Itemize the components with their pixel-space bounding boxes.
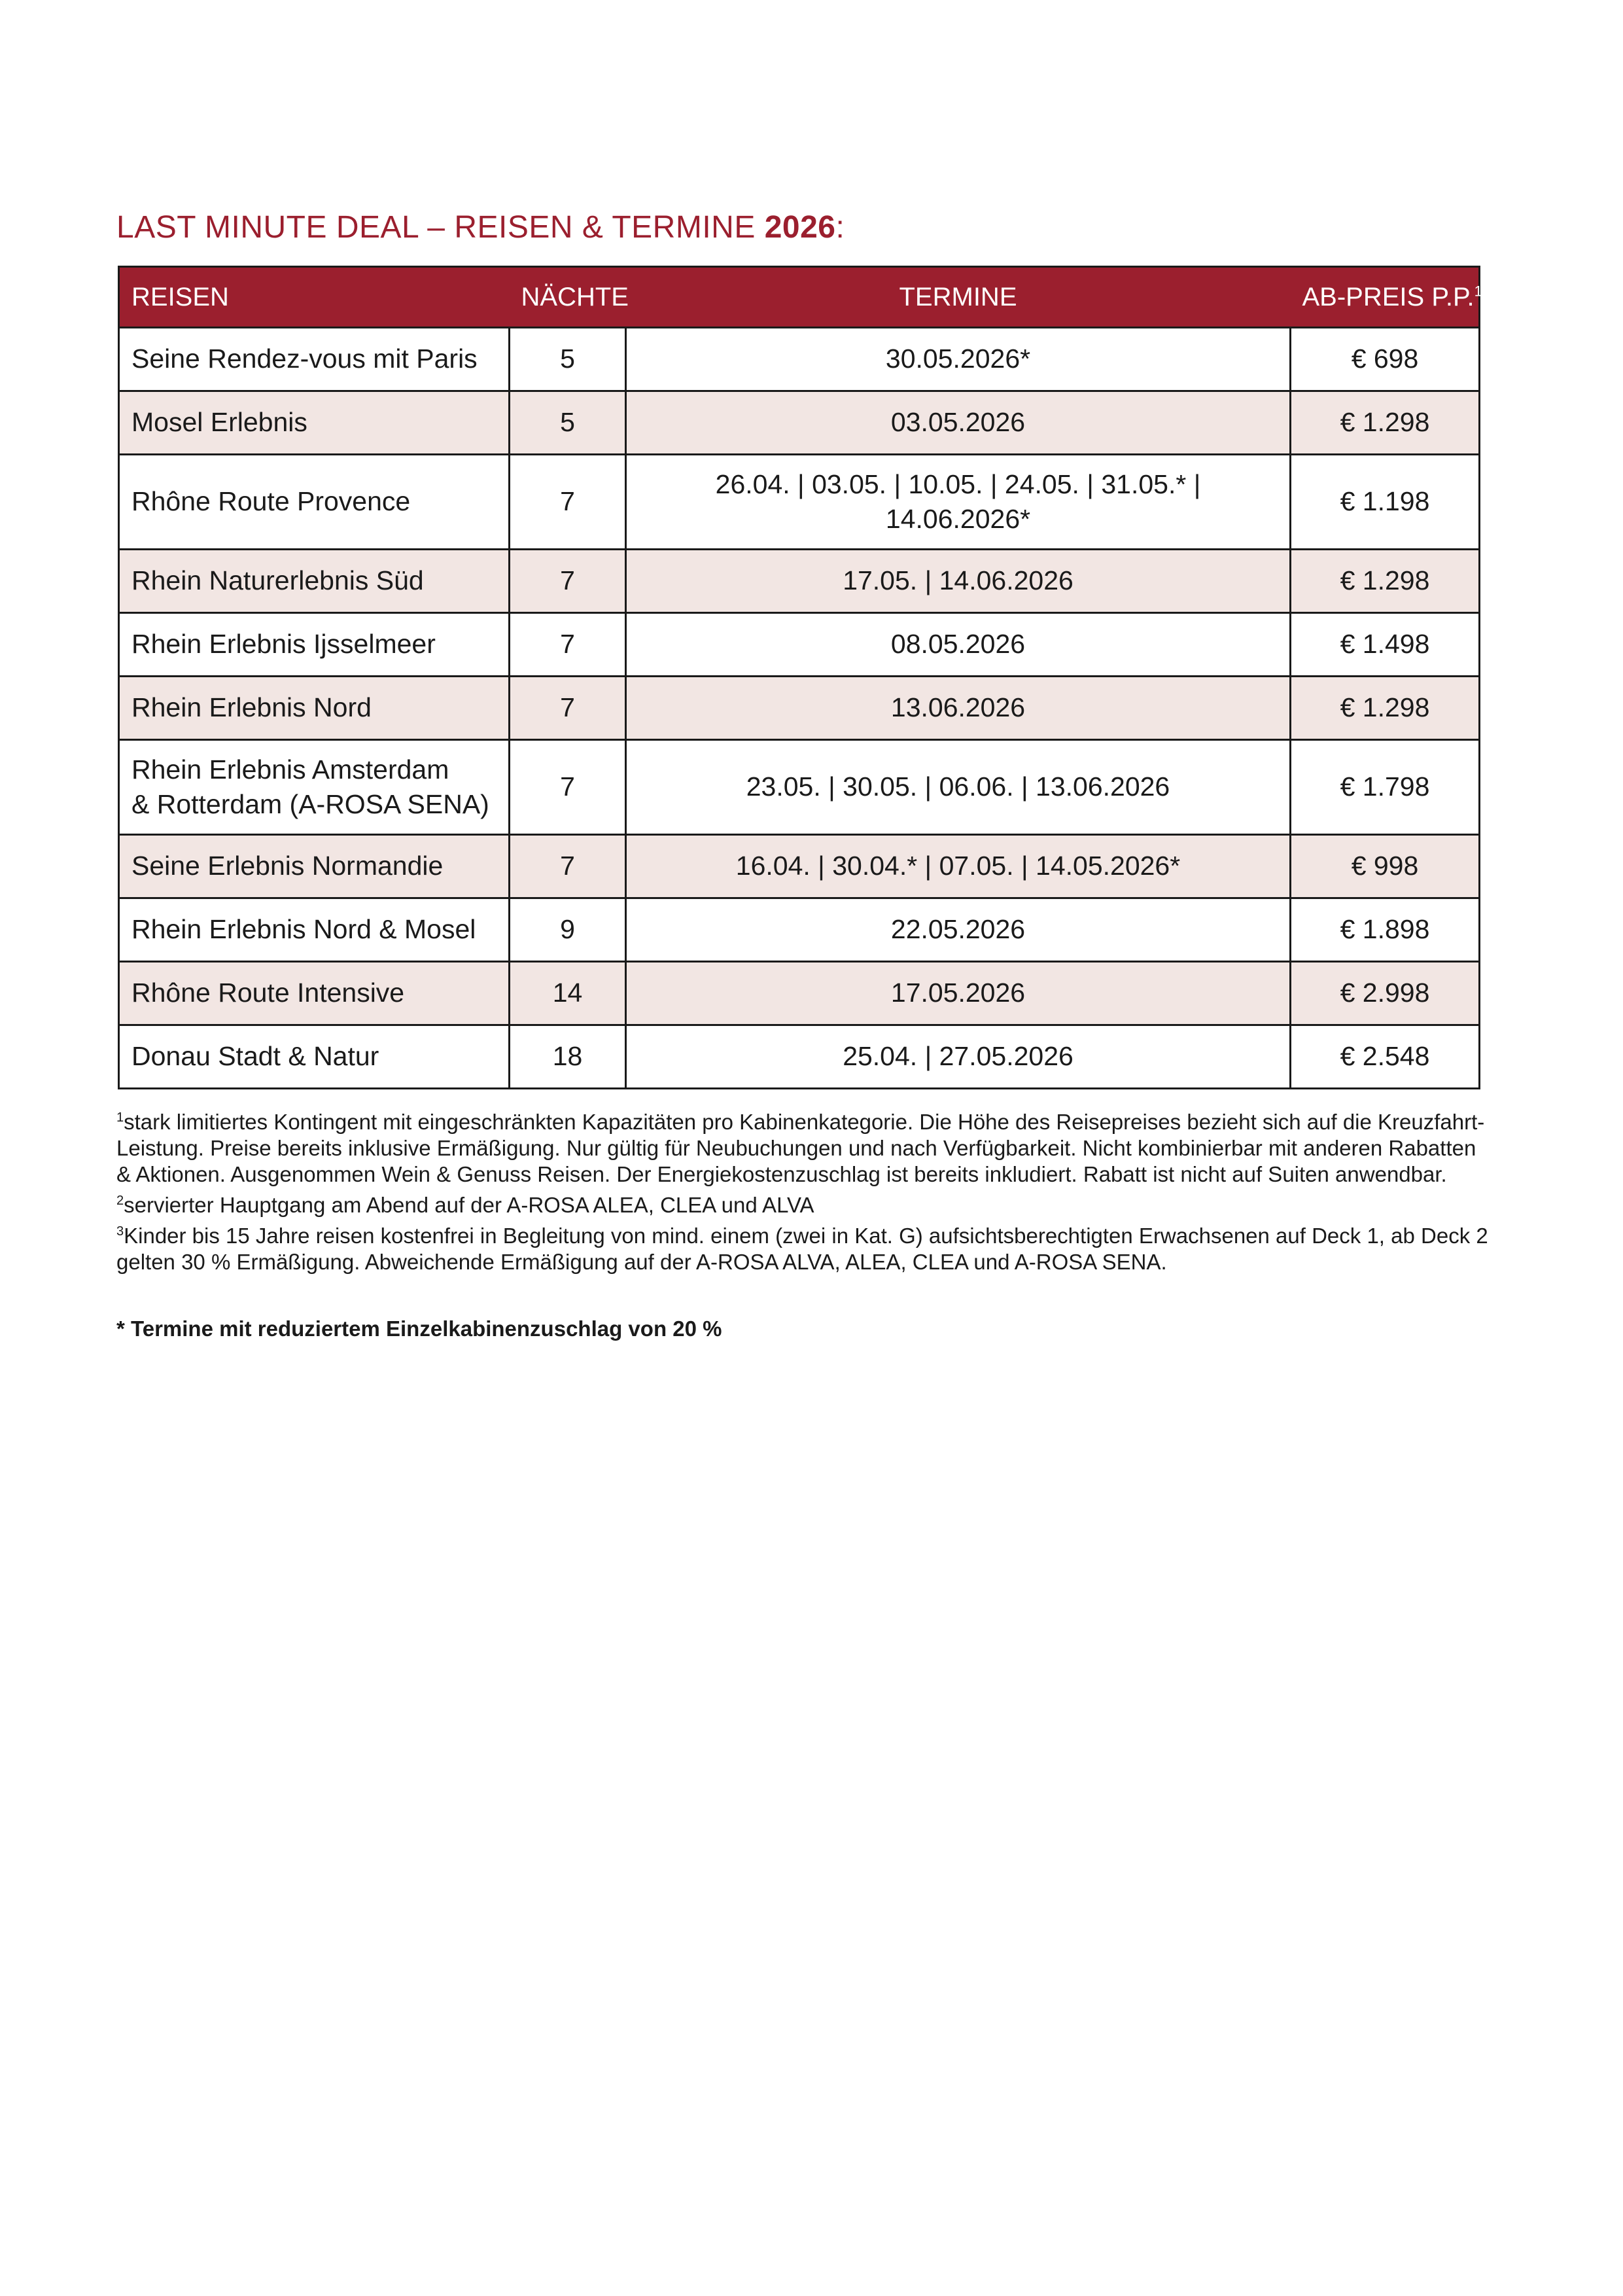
cell-dates-line2: 14.06.2026* (885, 504, 1031, 534)
table-row (119, 1025, 1480, 1089)
footnote-2-text: servierter Hauptgang am Abend auf der A-ROSA ALEA, CLEA und ALVA (124, 1193, 814, 1217)
header-termine: TERMINE (626, 267, 1291, 328)
cell-name: Rhein Erlebnis Nord (119, 677, 510, 740)
table-header-row (119, 267, 1480, 328)
cell-dates: 22.05.2026 (626, 898, 1291, 962)
cell-dates (626, 455, 1291, 550)
cell-dates: 03.05.2026 (626, 391, 1291, 455)
header-naechte: NÄCHTE (510, 267, 626, 328)
cell-nights: 7 (510, 740, 626, 835)
cell-price: € 998 (1291, 835, 1480, 898)
header-preis-label: AB-PREIS P.P. (1302, 282, 1475, 311)
cell-dates: 17.05. | 14.06.2026 (626, 550, 1291, 613)
cell-name: Seine Erlebnis Normandie (119, 835, 510, 898)
cell-dates: 16.04. | 30.04.* | 07.05. | 14.05.2026* (626, 835, 1291, 898)
cell-nights: 7 (510, 455, 626, 550)
cell-name-line1: Rhein Erlebnis Amsterdam (131, 754, 449, 785)
cell-price: € 2.998 (1291, 962, 1480, 1025)
page-title (116, 209, 845, 245)
header-preis (1291, 267, 1480, 328)
cell-nights: 7 (510, 613, 626, 677)
cell-price: € 1.198 (1291, 455, 1480, 550)
cell-nights: 5 (510, 328, 626, 391)
star-footnote: * Termine mit reduziertem Einzelkabinenzuschlag von 20 % (116, 1316, 722, 1341)
cell-dates: 17.05.2026 (626, 962, 1291, 1025)
table-row (119, 328, 1480, 391)
footnote-1 (116, 1104, 1490, 1188)
cell-nights: 7 (510, 835, 626, 898)
cell-name-line2: & Rotterdam (A-ROSA SENA) (131, 789, 489, 819)
cell-name: Rhône Route Intensive (119, 962, 510, 1025)
footnote-2-sup: 2 (116, 1193, 124, 1208)
footnote-3-text: Kinder bis 15 Jahre reisen kostenfrei in Begleitung von mind. einem (zwei in Kat. G) aufsichtsberechtigten Erwachsenen auf Deck 1, ab Deck 2 gelten 30 % Ermäßigung. Abweichende Ermäßigung auf der A-ROSA ALVA, ALEA, CLEA und A-ROSA SENA. (116, 1224, 1488, 1274)
cell-nights: 5 (510, 391, 626, 455)
cell-name: Rhein Erlebnis Ijsselmeer (119, 613, 510, 677)
deals-table (118, 266, 1480, 1089)
cell-price: € 2.548 (1291, 1025, 1480, 1089)
cell-name: Rhône Route Provence (119, 455, 510, 550)
cell-dates: 25.04. | 27.05.2026 (626, 1025, 1291, 1089)
cell-name: Rhein Naturerlebnis Süd (119, 550, 510, 613)
footnote-1-text: stark limitiertes Kontingent mit eingeschränkten Kapazitäten pro Kabinenkategorie. Die Höhe des Reisepreises bezieht sich auf die Kreuzfahrt-Leistung. Preise bereits inklusive Ermäßigung. Nur gültig für Neubuchungen und nach Verfügbarkeit. Nicht kombinierbar mit anderen Rabatten & Aktionen. Ausgenommen Wein & Genuss Reisen. Der Energiekostenzuschlag ist bereits inkludiert. Rabatt ist nicht auf Suiten anwendbar. (116, 1110, 1485, 1186)
cell-name: Rhein Erlebnis Nord & Mosel (119, 898, 510, 962)
cell-dates-line1: 26.04. | 03.05. | 10.05. | 24.05. | 31.05.* | (715, 468, 1201, 499)
cell-price: € 1.898 (1291, 898, 1480, 962)
table-row (119, 613, 1480, 677)
table-row (119, 740, 1480, 835)
cell-nights: 7 (510, 550, 626, 613)
cell-nights: 9 (510, 898, 626, 962)
cell-price: € 1.498 (1291, 613, 1480, 677)
header-reisen: REISEN (119, 267, 510, 328)
cell-name: Mosel Erlebnis (119, 391, 510, 455)
table-row (119, 391, 1480, 455)
title-prefix: LAST MINUTE DEAL – REISEN & TERMINE (116, 210, 765, 245)
table-row (119, 550, 1480, 613)
cell-dates: 23.05. | 30.05. | 06.06. | 13.06.2026 (626, 740, 1291, 835)
cell-nights: 18 (510, 1025, 626, 1089)
footnote-3 (116, 1218, 1490, 1275)
cell-price: € 1.298 (1291, 391, 1480, 455)
cell-price: € 1.798 (1291, 740, 1480, 835)
cell-nights: 7 (510, 677, 626, 740)
table-row (119, 962, 1480, 1025)
footnote-3-sup: 3 (116, 1224, 124, 1239)
title-suffix: : (835, 210, 845, 245)
cell-dates: 13.06.2026 (626, 677, 1291, 740)
footnotes (116, 1104, 1490, 1275)
footnote-1-sup: 1 (116, 1110, 124, 1125)
cell-price: € 1.298 (1291, 677, 1480, 740)
table-row (119, 455, 1480, 550)
header-preis-sup: 1 (1474, 283, 1482, 300)
cell-dates: 30.05.2026* (626, 328, 1291, 391)
table-row (119, 898, 1480, 962)
footnote-2 (116, 1188, 1490, 1218)
cell-name: Seine Rendez-vous mit Paris (119, 328, 510, 391)
cell-price: € 698 (1291, 328, 1480, 391)
cell-price: € 1.298 (1291, 550, 1480, 613)
table-row (119, 835, 1480, 898)
cell-nights: 14 (510, 962, 626, 1025)
cell-dates: 08.05.2026 (626, 613, 1291, 677)
cell-name: Donau Stadt & Natur (119, 1025, 510, 1089)
table-row (119, 677, 1480, 740)
title-year: 2026 (764, 210, 836, 245)
cell-name (119, 740, 510, 835)
